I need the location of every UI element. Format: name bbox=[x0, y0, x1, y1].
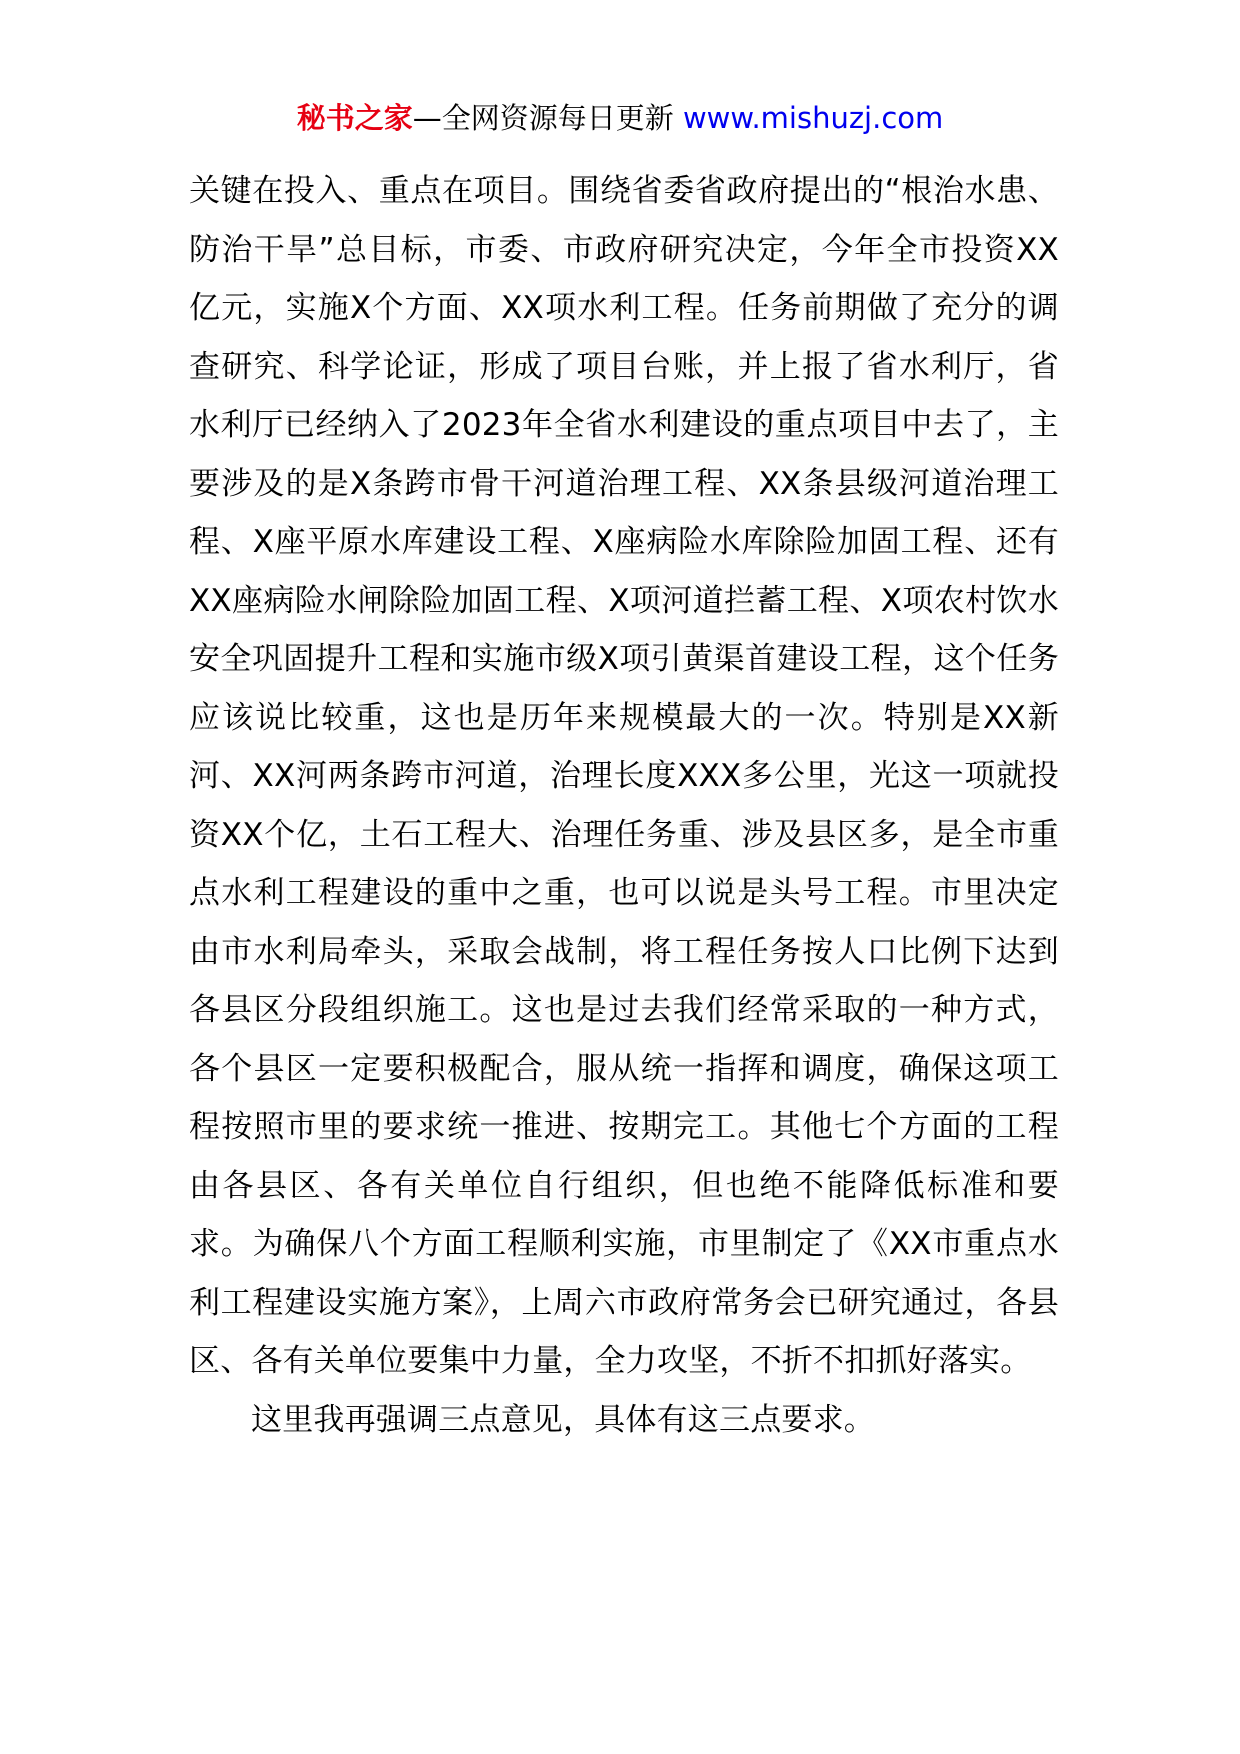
document-body bbox=[189, 162, 1059, 1449]
site-url-link[interactable]: www.mishuzj.com bbox=[682, 101, 944, 135]
site-header bbox=[0, 98, 1240, 138]
brand-name: 秘书之家 bbox=[296, 101, 413, 135]
paragraph-continued: 关键在投入、重点在项目。围绕省委省政府提出的“根治水患、防治干旱”总目标，市委、市政府研究决定，今年全市投资XX亿元，实施X个方面、XX项水利工程。任务前期做了充分的调查研究、科学论证，形成了项目台账，并上报了省水利厅，省水利厅已经纳入了2023年全省水利建设的重点项目中去了，主要涉及的是X条跨市骨干河道治理工程、XX条县级河道治理工程、X座平原水库建设工程、X座病险水库除险加固工程、还有XX座病险水闸除险加固工程、X项河道拦蓄工程、X项农村饮水安全巩固提升工程和实施市级X项引黄渠首建设工程，这个任务应该说比较重，这也是历年来规模最大的一次。特别是XX新河、XX河两条跨市河道，治理长度XXX多公里，光这一项就投资XX个亿，土石工程大、治理任务重、涉及县区多，是全市重点水利工程建设的重中之重，也可以说是头号工程。市里决定由市水利局牵头，采取会战制，将工程任务按人口比例下达到各县区分段组织施工。这也是过去我们经常采取的一种方式，各个县区一定要积极配合，服从统一指挥和调度，确保这项工程按照市里的要求统一推进、按期完工。其他七个方面的工程由各县区、各有关单位自行组织，但也绝不能降低标准和要求。为确保八个方面工程顺利实施，市里制定了《XX市重点水利工程建设实施方案》，上周六市政府常务会已研究通过，各县区、各有关单位要集中力量，全力攻坚，不折不扣抓好落实。 bbox=[189, 173, 1059, 1379]
header-tagline: —全网资源每日更新 bbox=[412, 101, 674, 135]
paragraph-emphasis-intro: 这里我再强调三点意见，具体有这三点要求。 bbox=[251, 1401, 875, 1438]
